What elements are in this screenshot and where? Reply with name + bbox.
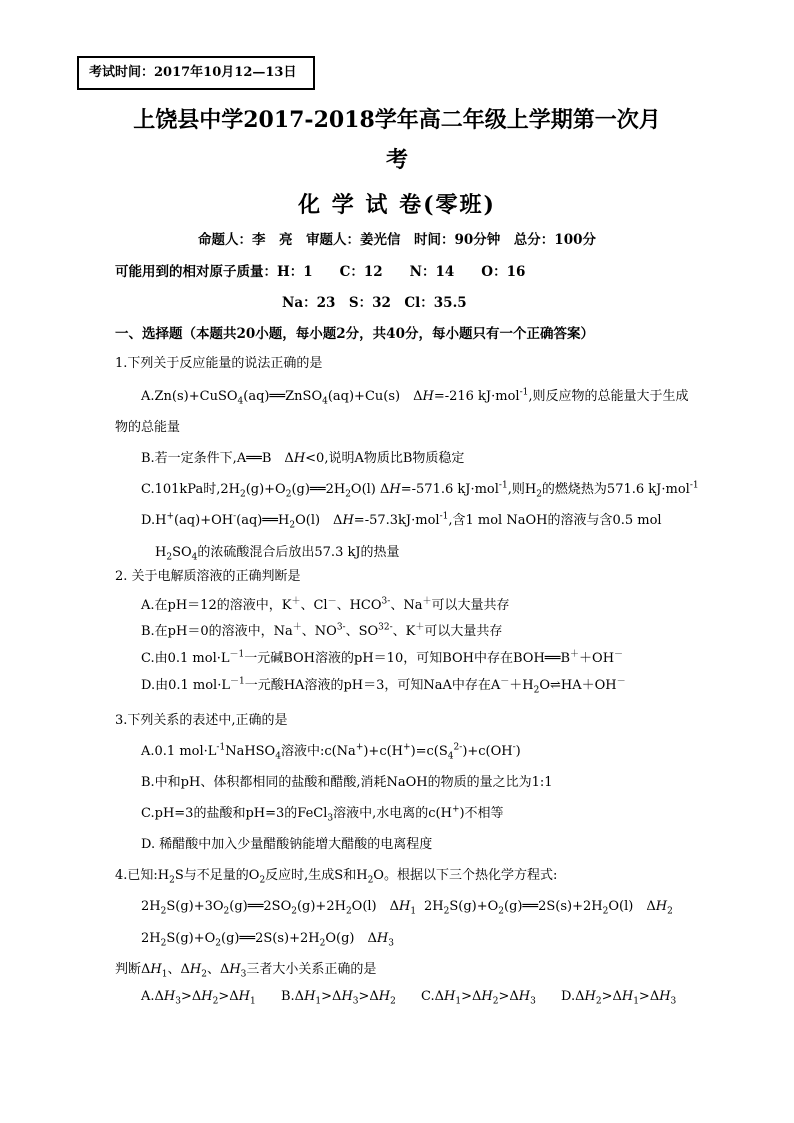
- q1-stem: 1.下列关于反应能量的说法正确的是: [115, 356, 323, 371]
- q3-option-c: C.pH=3的盐酸和pH=3的FeCl$_3$溶液中,水电离的c(H+)不相等: [141, 804, 504, 824]
- q2-option-a: A.在pH＝12的溶液中，K＋、Cl－、$HCO^{3-}$、Na＋可以大量共存: [141, 596, 510, 613]
- q2-option-c: C.由0.1 $mol\cdot L^{-1}$一元碱BOH溶液的pH＝10，可知BOH中存在BOH══B＋＋OH－: [141, 649, 624, 666]
- q4-option-c: $C.\Delta H_1>\Delta H_2>\Delta H_3$: [421, 989, 536, 1007]
- q4-equation-3: $2H_2S(g)+O_2(g)══2S(s)+2H_2O(g)$ $\Delta H_3$: [141, 931, 394, 949]
- q4-stem: 4.已知$:H_2S$与不足量的$O_2$反应时,生成S和$H_2O$。根据以下三个热化学方程式:: [115, 868, 558, 886]
- exam-time-box: [77, 56, 315, 90]
- q1-option-c: C.101kPa时$,2H_2(g)+O_2(g)══2H_2O(l)$ ΔH=-571.6 kJ·mol$^{-1}$,则$H_2$的燃烧热为571.6 kJ·mol$^{-1}$: [141, 480, 699, 500]
- q4-option-d: $D.\Delta H_2>\Delta H_1>\Delta H_3$: [561, 989, 677, 1007]
- q1-option-b: B.若一定条件下,A══B ΔH<0,说明A物质比B物质稳定: [141, 451, 465, 466]
- atomic-mass-line-1: 可能用到的相对原子质量：H：1 C：12 N：14 O：16: [115, 264, 526, 280]
- atomic-mass-line-2: Na：23 S：32 Cl：35.5: [282, 295, 467, 311]
- q1-option-d: $D.H^+(aq)+OH^-(aq)══H_2O(l)$ ΔH=-57.3kJ·mol$^{-1}$,含1 mol NaOH的溶液与含0.5 mol: [141, 511, 662, 531]
- q2-stem: 2. 关于电解质溶液的正确判断是: [115, 569, 301, 584]
- q2-option-d: D.由0.1 $mol\cdot L^{-1}$一元酸HA溶液的pH＝3，可知NaA中存在$A^-+H_2O\rightleftharpoons HA+OH^-$: [141, 676, 626, 696]
- author-info: 命题人：李 亮 审题人：姜光信 时间：90分钟 总分：100分: [198, 232, 596, 248]
- title-line-2: 考: [385, 147, 408, 173]
- q1-option-d-cont: $H_2SO_4$的浓硫酸混合后放出57.3 kJ的热量: [155, 545, 400, 563]
- q4-judge: 判断$\Delta H_1$、$\Delta H_2$、$\Delta H_3$三者大小关系正确的是: [115, 962, 377, 980]
- q3-option-d: D. 稀醋酸中加入少量醋酸钠能增大醋酸的电离程度: [141, 837, 433, 852]
- q4-equation-1: $2H_2S(g)+3O_2(g)══2SO_2(g)+2H_2O(l)$ $\Delta H_1$: [141, 899, 417, 917]
- q2-option-b: B.在pH＝0的溶液中，Na＋、$NO^{3-}$、$SO^{32-}$、K＋可以大量共存: [141, 622, 503, 639]
- q4-option-b: $B.\Delta H_1>\Delta H_3>\Delta H_2$: [281, 989, 396, 1007]
- q4-equation-2: $2H_2S(g)+O_2(g)══2S(s)+2H_2O(l)$ $\Delta H_2$: [424, 899, 673, 917]
- exam-time: 考试时间：2017年10月12—13日: [89, 65, 297, 80]
- q3-option-b: B.中和pH、体积都相同的盐酸和醋酸,消耗NaOH的物质的量之比为1:1: [141, 775, 553, 790]
- q4-option-a: $A.\Delta H_3>\Delta H_2>\Delta H_1$: [141, 989, 256, 1007]
- section-heading: 一、选择题（本题共20小题，每小题2分，共40分，每小题只有一个正确答案）: [115, 326, 594, 342]
- subject-title: 化 学 试 卷(零班): [298, 192, 496, 218]
- q3-stem: 3.下列关系的表述中,正确的是: [115, 713, 288, 728]
- q3-option-a: A.0.1 $mol\cdot L^{-1}NaHSO_4$溶液中$:c(Na^+)+c(H^+)=c(S_4^{2-})+c(OH^-)$: [141, 742, 521, 762]
- title-line-1: 上饶县中学2017-2018学年高二年级上学期第一次月: [133, 107, 661, 133]
- q1-option-a: A.Zn(s)+CuSO$_4$(aq)══ZnSO$_4$(aq)+Cu(s) ΔH=-216 kJ·mol$^{-1}$,则反应物的总能量大于生成: [141, 387, 689, 407]
- q1-option-a-cont: 物的总能量: [115, 420, 181, 435]
